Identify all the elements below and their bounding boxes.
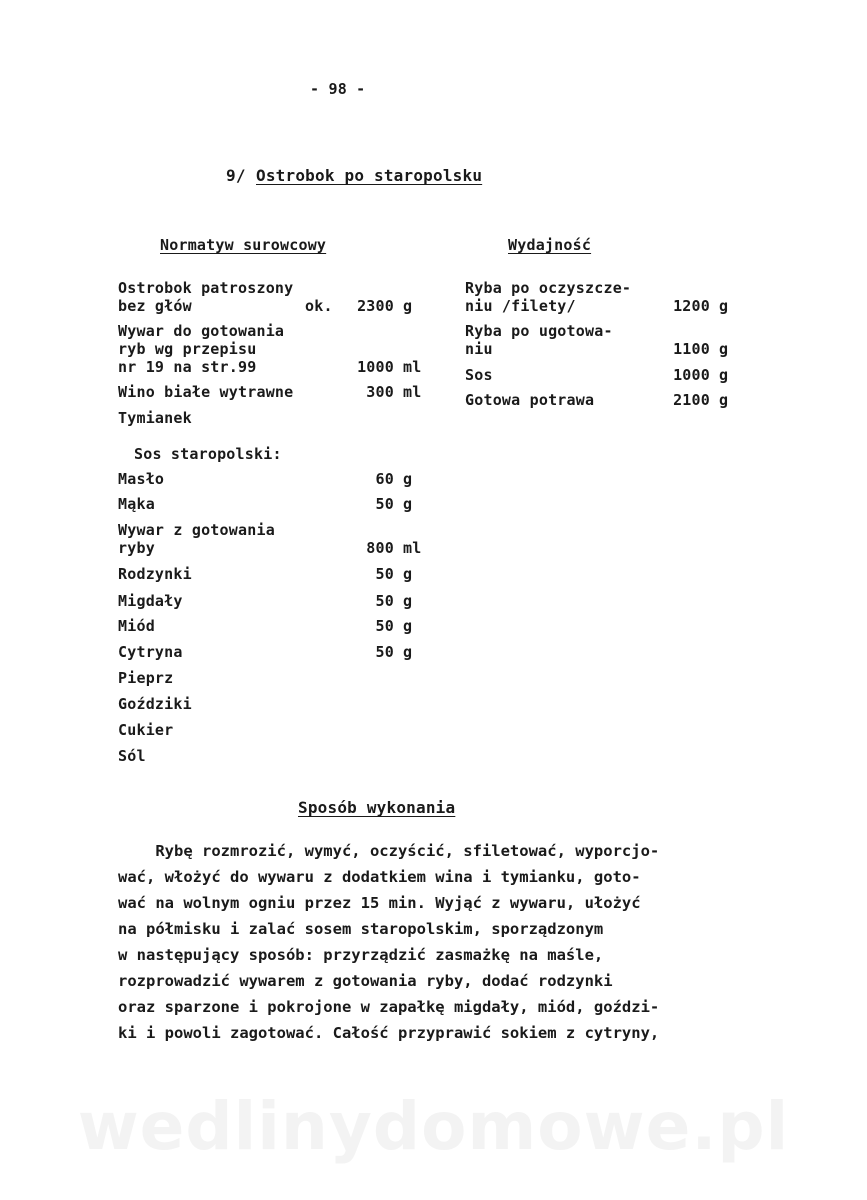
ingredients-heading: Normatyw surowcowy (160, 236, 327, 254)
sauce-ingredient-name: Cytryna (118, 643, 183, 661)
yield-heading: Wydajność (508, 236, 592, 254)
yield-name: niu (465, 340, 493, 358)
yield-amount: 1200 (673, 297, 710, 315)
sauce-ingredient-amount: 50 (375, 617, 394, 635)
sauce-ingredient-amount: 50 (375, 592, 394, 610)
ingredient-qualifier: ok. (305, 297, 333, 315)
yield-unit: g (719, 391, 729, 409)
yield-unit: g (719, 366, 729, 384)
sauce-ingredient-unit: g (403, 617, 413, 635)
ingredient-name: nr 19 na str.99 (118, 358, 257, 376)
sauce-ingredient-name: Migdały (118, 592, 183, 610)
ingredient-amount: 1000 (357, 358, 394, 376)
ingredient-name: ryb wg przepisu (118, 340, 257, 358)
sauce-ingredient-name: Cukier (118, 721, 174, 739)
ingredient-unit: g (403, 297, 413, 315)
ingredient-name: Wino białe wytrawne (118, 383, 294, 401)
method-line: rozprowadzić wywarem z gotowania ryby, dodać rodzynki (118, 972, 613, 990)
sauce-ingredient-name: Masło (118, 470, 165, 488)
ingredient-unit: ml (403, 358, 422, 376)
sauce-ingredient-name: Wywar z gotowania (118, 521, 275, 539)
recipe-number: 9/ (226, 166, 246, 185)
ingredient-amount: 2300 (357, 297, 394, 315)
sauce-ingredient-name: Rodzynki (118, 565, 192, 583)
method-line: ki i powoli zagotować. Całość przyprawić sokiem z cytryny, (118, 1024, 660, 1042)
sauce-ingredient-unit: g (403, 643, 413, 661)
page-number: - 98 - (310, 80, 366, 98)
yield-unit: g (719, 340, 729, 358)
sauce-ingredient-unit: g (403, 565, 413, 583)
yield-name: Ryba po oczyszcze- (465, 279, 632, 297)
sauce-ingredient-name: Goździki (118, 695, 192, 713)
yield-amount: 2100 (673, 391, 710, 409)
ingredient-name: Wywar do gotowania (118, 322, 285, 340)
sauce-ingredient-amount: 800 (366, 539, 394, 557)
sauce-ingredient-amount: 50 (375, 565, 394, 583)
sauce-ingredient-name: ryby (118, 539, 155, 557)
yield-name: Sos (465, 366, 493, 384)
method-line: oraz sparzone i pokrojone w zapałkę migdały, miód, goździ- (118, 998, 660, 1016)
yield-name: Ryba po ugotowa- (465, 322, 613, 340)
ingredient-name: bez głów (118, 297, 192, 315)
watermark: wedlinydomowe.pl (77, 1088, 790, 1165)
yield-name: Gotowa potrawa (465, 391, 595, 409)
sauce-ingredient-unit: g (403, 592, 413, 610)
sauce-ingredient-unit: g (403, 470, 413, 488)
sauce-ingredient-name: Mąka (118, 495, 155, 513)
sauce-ingredient-name: Sól (118, 747, 146, 765)
sauce-ingredient-name: Pieprz (118, 669, 174, 687)
method-line: Rybę rozmrozić, wymyć, oczyścić, sfiletować, wyporcjo- (118, 842, 660, 860)
method-heading: Sposób wykonania (298, 798, 456, 817)
sauce-ingredient-unit: g (403, 495, 413, 513)
recipe-title: Ostrobok po staropolsku (256, 166, 483, 185)
sauce-ingredient-amount: 60 (375, 470, 394, 488)
ingredient-name: Ostrobok patroszony (118, 279, 294, 297)
yield-unit: g (719, 297, 729, 315)
ingredient-unit: ml (403, 383, 422, 401)
sauce-heading: Sos staropolski: (134, 445, 282, 463)
ingredient-amount: 300 (366, 383, 394, 401)
ingredient-name: Tymianek (118, 409, 192, 427)
sauce-ingredient-amount: 50 (375, 643, 394, 661)
yield-amount: 1100 (673, 340, 710, 358)
sauce-ingredient-unit: ml (403, 539, 422, 557)
yield-amount: 1000 (673, 366, 710, 384)
method-line: wać na wolnym ogniu przez 15 min. Wyjąć z wywaru, ułożyć (118, 894, 641, 912)
sauce-ingredient-name: Miód (118, 617, 155, 635)
method-line: wać, włożyć do wywaru z dodatkiem wina i tymianku, goto- (118, 868, 641, 886)
sauce-ingredient-amount: 50 (375, 495, 394, 513)
yield-name: niu /filety/ (465, 297, 576, 315)
method-line: na półmisku i zalać sosem staropolskim, sporządzonym (118, 920, 604, 938)
method-line: w następujący sposób: przyrządzić zasmażkę na maśle, (118, 946, 604, 964)
